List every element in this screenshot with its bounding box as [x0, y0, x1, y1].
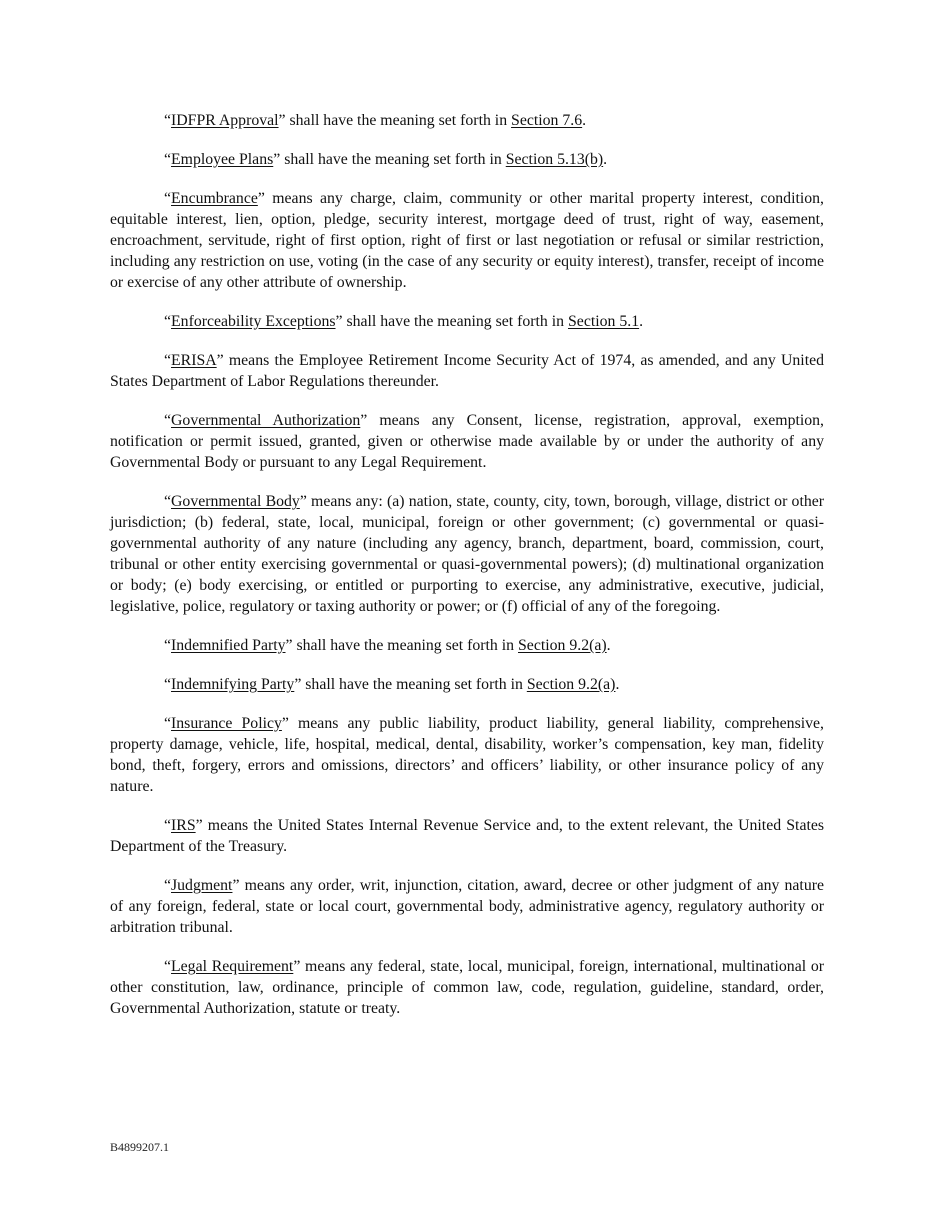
defined-term: Governmental Body	[171, 493, 300, 510]
defined-term: Indemnifying Party	[171, 676, 295, 693]
definition-governmental-authorization: “Governmental Authorization” means any Consent, license, registration, approval, exemption, notification or permit issued, granted, given or otherwise made available by or under the authority of any Governmental Body or pursuant to any Legal Requirement.	[110, 412, 825, 471]
defined-term: Legal Requirement	[171, 958, 294, 975]
definition-idfpr-approval: “IDFPR Approval” shall have the meaning set forth in Section 7.6.	[164, 112, 587, 129]
definition-erisa: “ERISA” means the Employee Retirement Income Security Act of 1974, as amended, and any United States Department of Labor Regulations thereunder.	[110, 352, 824, 390]
defined-term: Judgment	[171, 877, 233, 894]
defined-term: Governmental Authorization	[171, 412, 361, 429]
section-reference: Section 7.6	[511, 112, 583, 129]
section-reference: Section 9.2(a)	[518, 637, 607, 654]
defined-term: Indemnified Party	[171, 637, 286, 654]
defined-term: IDFPR Approval	[171, 112, 279, 129]
definition-enforceability-exceptions: “Enforceability Exceptions” shall have the meaning set forth in Section 5.1.	[164, 313, 644, 330]
section-reference: Section 9.2(a)	[526, 676, 616, 693]
section-reference: Section 5.13(b)	[505, 151, 604, 168]
definition-irs: “IRS” means the United States Internal Revenue Service and, to the extent relevant, the United States Department of the Treasury.	[110, 817, 824, 855]
definition-encumbrance: “Encumbrance” means any charge, claim, community or other marital property interest, condition, equitable interest, lien, option, pledge, security interest, mortgage deed of trust, right of way, easement, encroachment, servitude, right of first option, right of first or last negotiation or refusal or similar restriction, including any restriction on use, voting (in the case of any security or equity interest), transfer, receipt of income or exercise of any other attribute of ownership.	[110, 190, 824, 291]
defined-term: Insurance Policy	[171, 715, 282, 732]
definitions-list	[110, 110, 824, 1037]
document-id-footer: B4899207.1	[110, 1140, 170, 1154]
defined-term: IRS	[171, 817, 196, 834]
definition-insurance-policy: “Insurance Policy” means any public liability, product liability, general liability, comprehensive, property damage, vehicle, life, hospital, medical, dental, disability, worker’s compensation, key man, fidelity bond, theft, forgery, errors and omissions, directors’ and officers’ liability, or other insurance policy of any nature.	[110, 715, 824, 795]
defined-term: Enforceability Exceptions	[171, 313, 336, 330]
definition-employee-plans: “Employee Plans” shall have the meaning set forth in Section 5.13(b).	[164, 151, 608, 168]
section-reference: Section 5.1	[568, 313, 640, 330]
definition-indemnifying-party: “Indemnifying Party” shall have the meaning set forth in Section 9.2(a).	[164, 676, 620, 693]
defined-term: Employee Plans	[171, 151, 274, 168]
definition-legal-requirement: “Legal Requirement” means any federal, state, local, municipal, foreign, international, multinational or other constitution, law, ordinance, principle of common law, code, regulation, guideline, standard, order, Governmental Authorization, statute or treaty.	[110, 958, 824, 1017]
defined-term: Encumbrance	[171, 190, 258, 207]
definition-indemnified-party: “Indemnified Party” shall have the meaning set forth in Section 9.2(a).	[164, 637, 611, 654]
definition-governmental-body: “Governmental Body” means any: (a) nation, state, county, city, town, borough, village, district or other jurisdiction; (b) federal, state, local, municipal, foreign or other government; (c) governmental or quasi-governmental authority of any nature (including any agency, branch, department, board, commission, court, tribunal or other entity exercising governmental or quasi-governmental powers); (d) multinational organization or body; (e) body exercising, or entitled or purporting to exercise, any administrative, executive, judicial, legislative, police, regulatory or taxing authority or power; or (f) official of any of the foregoing.	[110, 493, 825, 615]
defined-term: ERISA	[171, 352, 217, 369]
definition-judgment: “Judgment” means any order, writ, injunction, citation, award, decree or other judgment of any nature of any foreign, federal, state or local court, governmental body, administrative agency, regulatory authority or arbitration tribunal.	[110, 877, 824, 936]
